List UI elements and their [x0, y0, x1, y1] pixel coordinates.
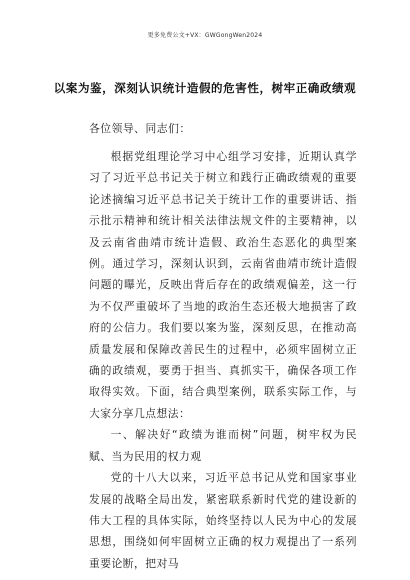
paragraph: 党的十八大以来，习近平总书记从党和国家事业发展的战略全局出发，紧密联系新时代党的建设新的伟大工程的具体实际，始终坚持以人民为中心的发展思想，围绕如何牢固树立正确的权力观提出了一系列重要论断，把对马 — [89, 471, 357, 570]
document-title: 以案为鉴，深刻认识统计造假的危害性，树牢正确政绩观 — [53, 81, 357, 95]
document-body — [89, 146, 357, 574]
salutation: 各位领导、同志们： — [89, 122, 191, 135]
header-note: 更多免费公文+VX：GWGongWen2024 — [147, 32, 263, 39]
section-heading: 一、解决好“政绩为谁而树”问题，树牢权为民赋、当为民用的权力观 — [89, 428, 357, 463]
paragraph: 根据党组理论学习中心组学习安排，近期认真学习了习近平总书记关于树立和践行正确政绩观的重要论述摘编习近平总书记关于统计工作的重要讲话、指示批示精神和统计相关法律法规文件的主要精神，以及云南省曲靖市统计造假、政治生态恶化的典型案例。通过学习，深刻认识到，云南省曲靖市统计造假问题的曝光，反映出背后存在的政绩观偏差，这一行为不仅严重破坏了当地的政治生态还极大地损害了政府的公信力。我们要以案为鉴，深刻反思，在推动高质量发展和保障改善民生的过程中，必须牢固树立正确的政绩观，要勇于担当、真抓实干，确保各项工作取得实效。下面，结合典型案例，联系实际工作，与大家分享几点想法： — [89, 150, 357, 420]
